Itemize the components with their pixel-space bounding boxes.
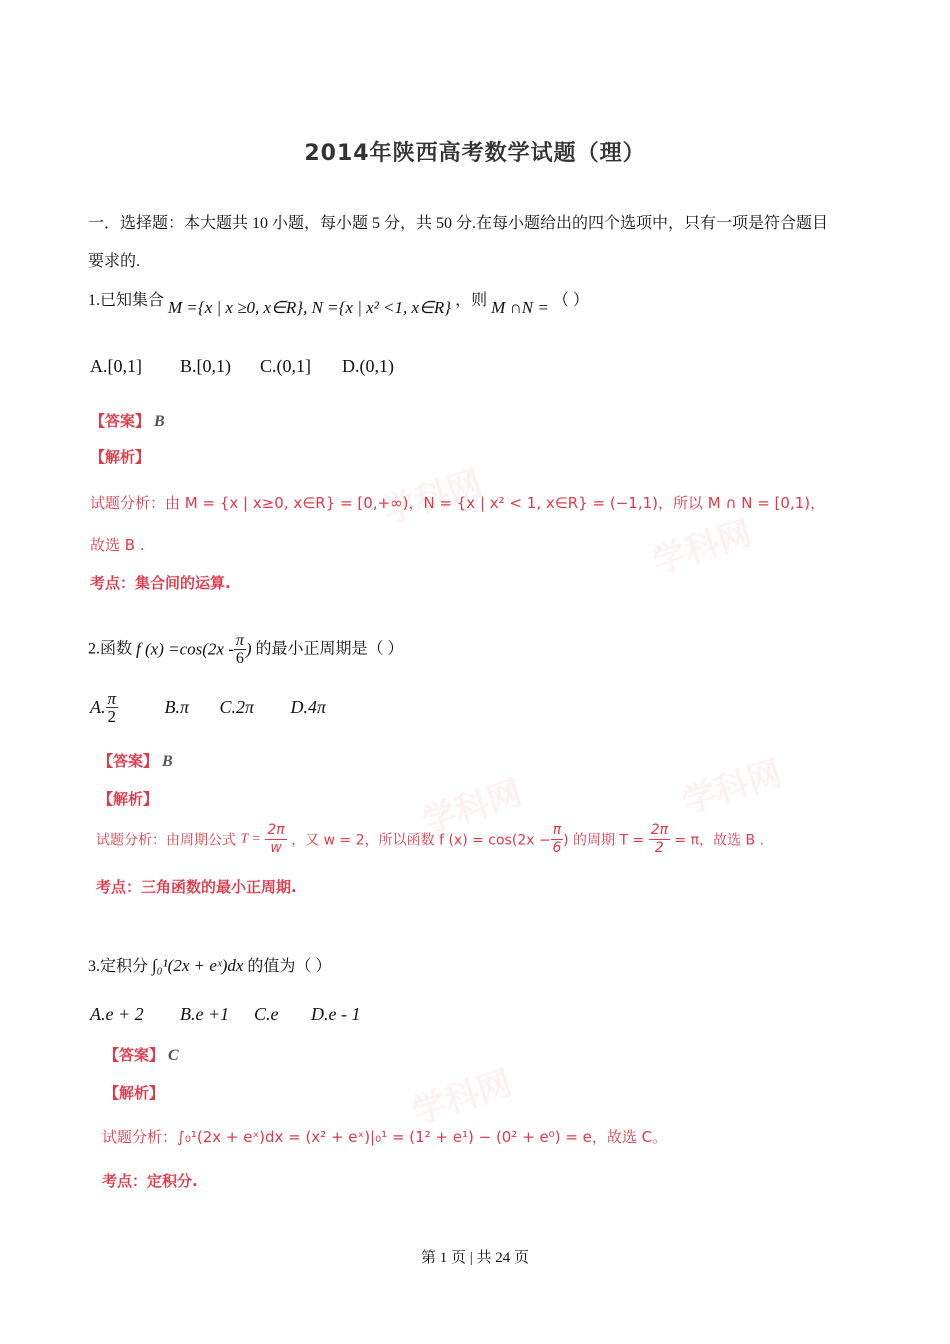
answer-label: 【答案】 <box>104 1046 165 1064</box>
q2-option-a-num: π <box>107 689 117 708</box>
q2-analysis-num2: π <box>552 822 562 838</box>
q2-answer <box>98 750 173 771</box>
q2-analysis-T: T = <box>240 831 261 847</box>
q3-options <box>90 1004 360 1025</box>
q2-analysis-label: 【解析】 <box>98 790 159 808</box>
q2-point: 考点：三角函数的最小正周期. <box>96 878 297 896</box>
q2-analysis-mid: ，又 w = 2，所以函数 f (x) = cos(2x − <box>291 832 551 849</box>
q1-answer <box>90 410 165 431</box>
q2-analysis-prefix: 试题分析：由周期公式 <box>96 832 236 849</box>
q2-answer-value: B <box>162 753 173 770</box>
q2-stem-math-b: ) <box>245 639 252 659</box>
q2-analysis-frac2 <box>551 822 563 857</box>
q2-option-b: B.π <box>164 697 190 717</box>
q1-stem-math2: M ∩N = <box>491 298 549 317</box>
q1-stem-then: ，则 <box>455 292 488 309</box>
q2-stem-suffix: 的最小正周期是（ ） <box>255 640 404 658</box>
q3-answer <box>104 1044 179 1065</box>
q2-option-a-prefix: A. <box>90 697 106 717</box>
watermark: 学科网 <box>677 753 787 823</box>
q3-option-b: B.e +1 <box>180 1004 230 1024</box>
q1-stem-math: M ={x | x ≥0, x∈R}, N ={x | x² <1, x∈R} <box>168 298 452 317</box>
section-intro-line1: 一．选择题：本大题共 10 小题，每小题 5 分，共 50 分.在每小题给出的四个选项中，只有一项是符合题目 <box>88 215 829 232</box>
watermark: 学科网 <box>647 513 757 583</box>
q2-option-a-fraction <box>106 690 119 725</box>
watermark: 学科网 <box>407 1063 517 1133</box>
watermark: 学科网 <box>377 463 487 533</box>
q2-analysis-den1: w <box>270 840 282 856</box>
q2-stem-math-a: f (x) =cos(2x - <box>136 639 234 659</box>
answer-label: 【答案】 <box>90 412 151 430</box>
q1-answer-value: B <box>154 413 165 430</box>
watermark: 学科网 <box>417 773 527 843</box>
q2-analysis-end: = π，故选 B . <box>674 832 765 849</box>
q2-analysis <box>96 822 764 857</box>
q3-analysis: 试题分析：∫₀¹(2x + eˣ)dx = (x² + eˣ)|₀¹ = (1² + e¹) − (0² + e⁰) = e，故选 C。 <box>102 1128 668 1146</box>
q2-analysis-den2: 6 <box>552 840 562 856</box>
section-intro-line2: 要求的. <box>88 253 141 270</box>
q1-paren: （ ） <box>552 292 589 309</box>
q2-stem <box>88 632 404 667</box>
q1-analysis-label: 【解析】 <box>90 448 151 466</box>
q3-point: 考点：定积分. <box>102 1172 198 1190</box>
q2-frac-num: π <box>235 632 244 649</box>
q2-options <box>90 690 326 725</box>
q2-stem-prefix: 2.函数 <box>88 640 133 658</box>
q3-answer-value: C <box>168 1047 179 1064</box>
q2-stem-fraction <box>234 632 246 667</box>
q2-analysis-frac3 <box>649 822 670 857</box>
q2-analysis-den3: 2 <box>654 840 664 856</box>
q2-frac-den: 6 <box>235 650 244 667</box>
q2-option-a-den: 2 <box>106 707 119 725</box>
q1-option-b: B.[0,1) <box>180 356 231 376</box>
answer-label: 【答案】 <box>98 752 159 770</box>
q1-option-a: A.[0,1] <box>90 356 142 376</box>
q3-stem-prefix: 3.定积分 <box>88 958 149 975</box>
q1-stem <box>88 290 589 317</box>
q3-option-c: C.e <box>254 1004 279 1024</box>
q2-analysis-frac1 <box>265 822 286 857</box>
q2-analysis-num1: 2π <box>267 822 285 838</box>
q3-analysis-label: 【解析】 <box>104 1084 165 1102</box>
q1-stem-prefix: 1.已知集合 <box>88 292 165 309</box>
q1-analysis-line2: 故选 B . <box>90 536 145 554</box>
q1-options <box>90 356 394 377</box>
q2-option-c: C.2π <box>219 697 255 717</box>
q2-analysis-num3: 2π <box>650 822 669 838</box>
q3-stem <box>88 956 331 977</box>
q1-option-d: D.(0,1) <box>342 356 394 376</box>
page-title: 2014年陕西高考数学试题（理） <box>304 141 646 166</box>
q3-option-d: D.e - 1 <box>311 1004 361 1024</box>
q1-point: 考点：集合间的运算. <box>90 574 231 592</box>
q3-stem-math: ∫₀¹(2x + eˣ)dx <box>152 956 244 975</box>
q2-option-d: D.4π <box>290 697 327 717</box>
q1-analysis-line1: 试题分析：由 M = {x | x≥0, x∈R} = [0,+∞)，N = {x | x² < 1, x∈R} = (−1,1)，所以 M ∩ N = [0,1)， <box>90 494 826 512</box>
q2-analysis-mid2: ) 的周期 T = <box>563 832 645 849</box>
q1-option-c: C.(0,1] <box>260 356 311 376</box>
page-footer: 第 1 页 | 共 24 页 <box>420 1250 529 1266</box>
q3-option-a: A.e + 2 <box>90 1004 144 1024</box>
q3-stem-suffix: 的值为（ ） <box>247 958 332 975</box>
